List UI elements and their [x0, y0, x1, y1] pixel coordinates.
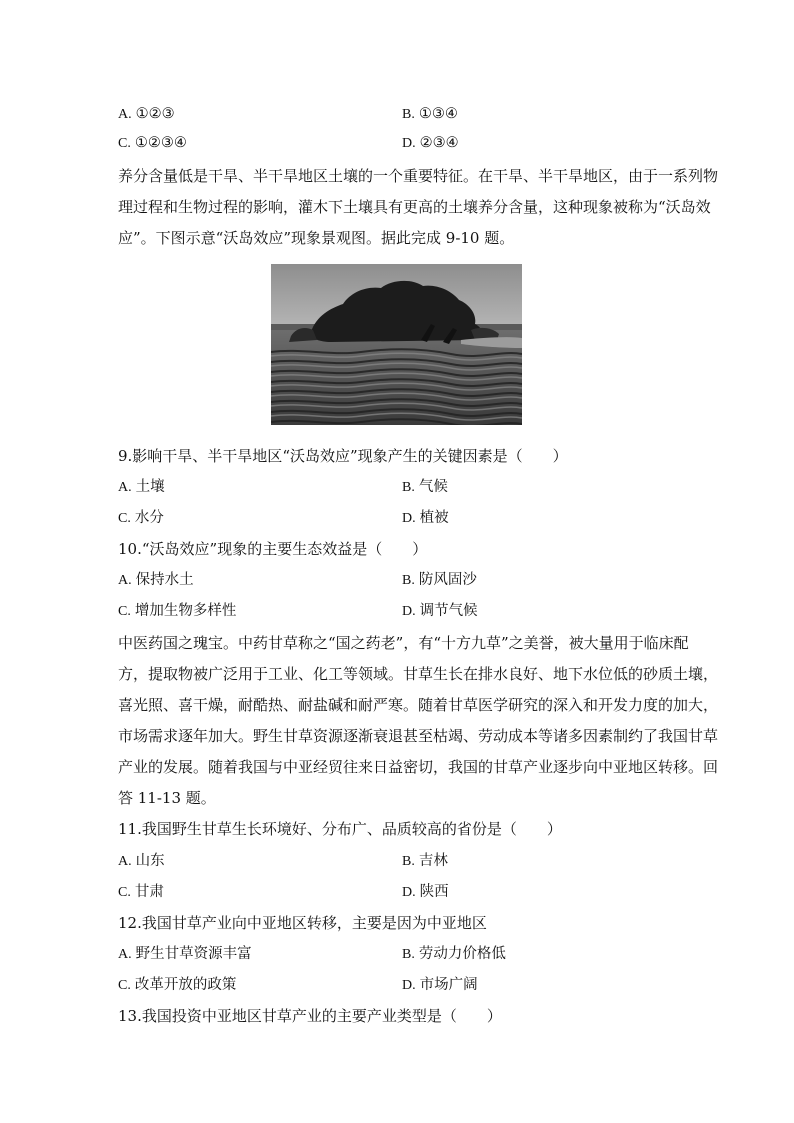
- question-11-stem: 11.我国野生甘草生长环境好、分布广、品质较高的省份是（ ）: [118, 820, 562, 838]
- q12-option-c: C. 改革开放的政策: [118, 977, 237, 993]
- q10-option-c: C. 增加生物多样性: [118, 603, 237, 619]
- q11-option-c: C. 甘肃: [118, 884, 164, 900]
- passage1-line-1: 养分含量低是干旱、半干旱地区土壤的一个重要特征。在干旱、半干旱地区，由于一系列物: [118, 167, 719, 185]
- q9-option-d: D. 植被: [402, 510, 449, 526]
- passage2-line-5: 产业的发展。随着我国与中亚经贸往来日益密切，我国的甘草产业逐步向中亚地区转移。回: [118, 758, 719, 776]
- q11-option-a: A. 山东: [118, 853, 165, 869]
- q11-option-b: B. 吉林: [402, 853, 448, 869]
- passage2-line-3: 喜光照、喜干燥，耐酷热、耐盐碱和耐严寒。随着甘草医学研究的深入和开发力度的加大，: [118, 696, 719, 714]
- passage2-line-2: 方，提取物被广泛用于工业、化工等领域。甘草生长在排水良好、地下水位低的砂质土壤，: [118, 665, 719, 683]
- passage2-line-4: 市场需求逐年加大。野生甘草资源逐渐衰退甚至枯竭、劳动成本等诸多因素制约了我国甘草: [118, 727, 719, 745]
- question-13-stem: 13.我国投资中亚地区甘草产业的主要产业类型是（ ）: [118, 1007, 502, 1025]
- prev-option-a: A. ①②③: [118, 106, 175, 122]
- prev-option-c: C. ①②③④: [118, 135, 187, 151]
- q11-option-d: D. 陕西: [402, 884, 449, 900]
- question-9-stem: 9.影响干旱、半干旱地区“沃岛效应”现象产生的关键因素是（ ）: [118, 447, 568, 465]
- q12-option-b: B. 劳动力价格低: [402, 946, 506, 962]
- q12-option-d: D. 市场广阔: [402, 977, 478, 993]
- q9-option-a: A. 土壤: [118, 479, 165, 495]
- q12-option-a: A. 野生甘草资源丰富: [118, 946, 252, 962]
- q9-option-b: B. 气候: [402, 479, 448, 495]
- oasis-effect-photo-art: [271, 264, 522, 425]
- prev-option-d: D. ②③④: [402, 135, 459, 151]
- oasis-effect-photo: [271, 264, 522, 425]
- passage2-line-1: 中医药国之瑰宝。中药甘草称之“国之药老”，有“十方九草”之美誉，被大量用于临床配: [118, 634, 689, 652]
- q10-option-b: B. 防风固沙: [402, 572, 477, 588]
- passage1-line-2: 理过程和生物过程的影响，灌木下土壤具有更高的土壤养分含量，这种现象被称为“沃岛效: [118, 198, 711, 216]
- passage2-line-6: 答 11-13 题。: [118, 789, 216, 807]
- question-10-stem: 10.“沃岛效应”现象的主要生态效益是（ ）: [118, 540, 428, 558]
- prev-option-b: B. ①③④: [402, 106, 458, 122]
- q10-option-a: A. 保持水土: [118, 572, 194, 588]
- q10-option-d: D. 调节气候: [402, 603, 478, 619]
- passage1-line-3: 应”。下图示意“沃岛效应”现象景观图。据此完成 9-10 题。: [118, 229, 515, 247]
- question-12-stem: 12.我国甘草产业向中亚地区转移，主要是因为中亚地区: [118, 914, 487, 932]
- q9-option-c: C. 水分: [118, 510, 164, 526]
